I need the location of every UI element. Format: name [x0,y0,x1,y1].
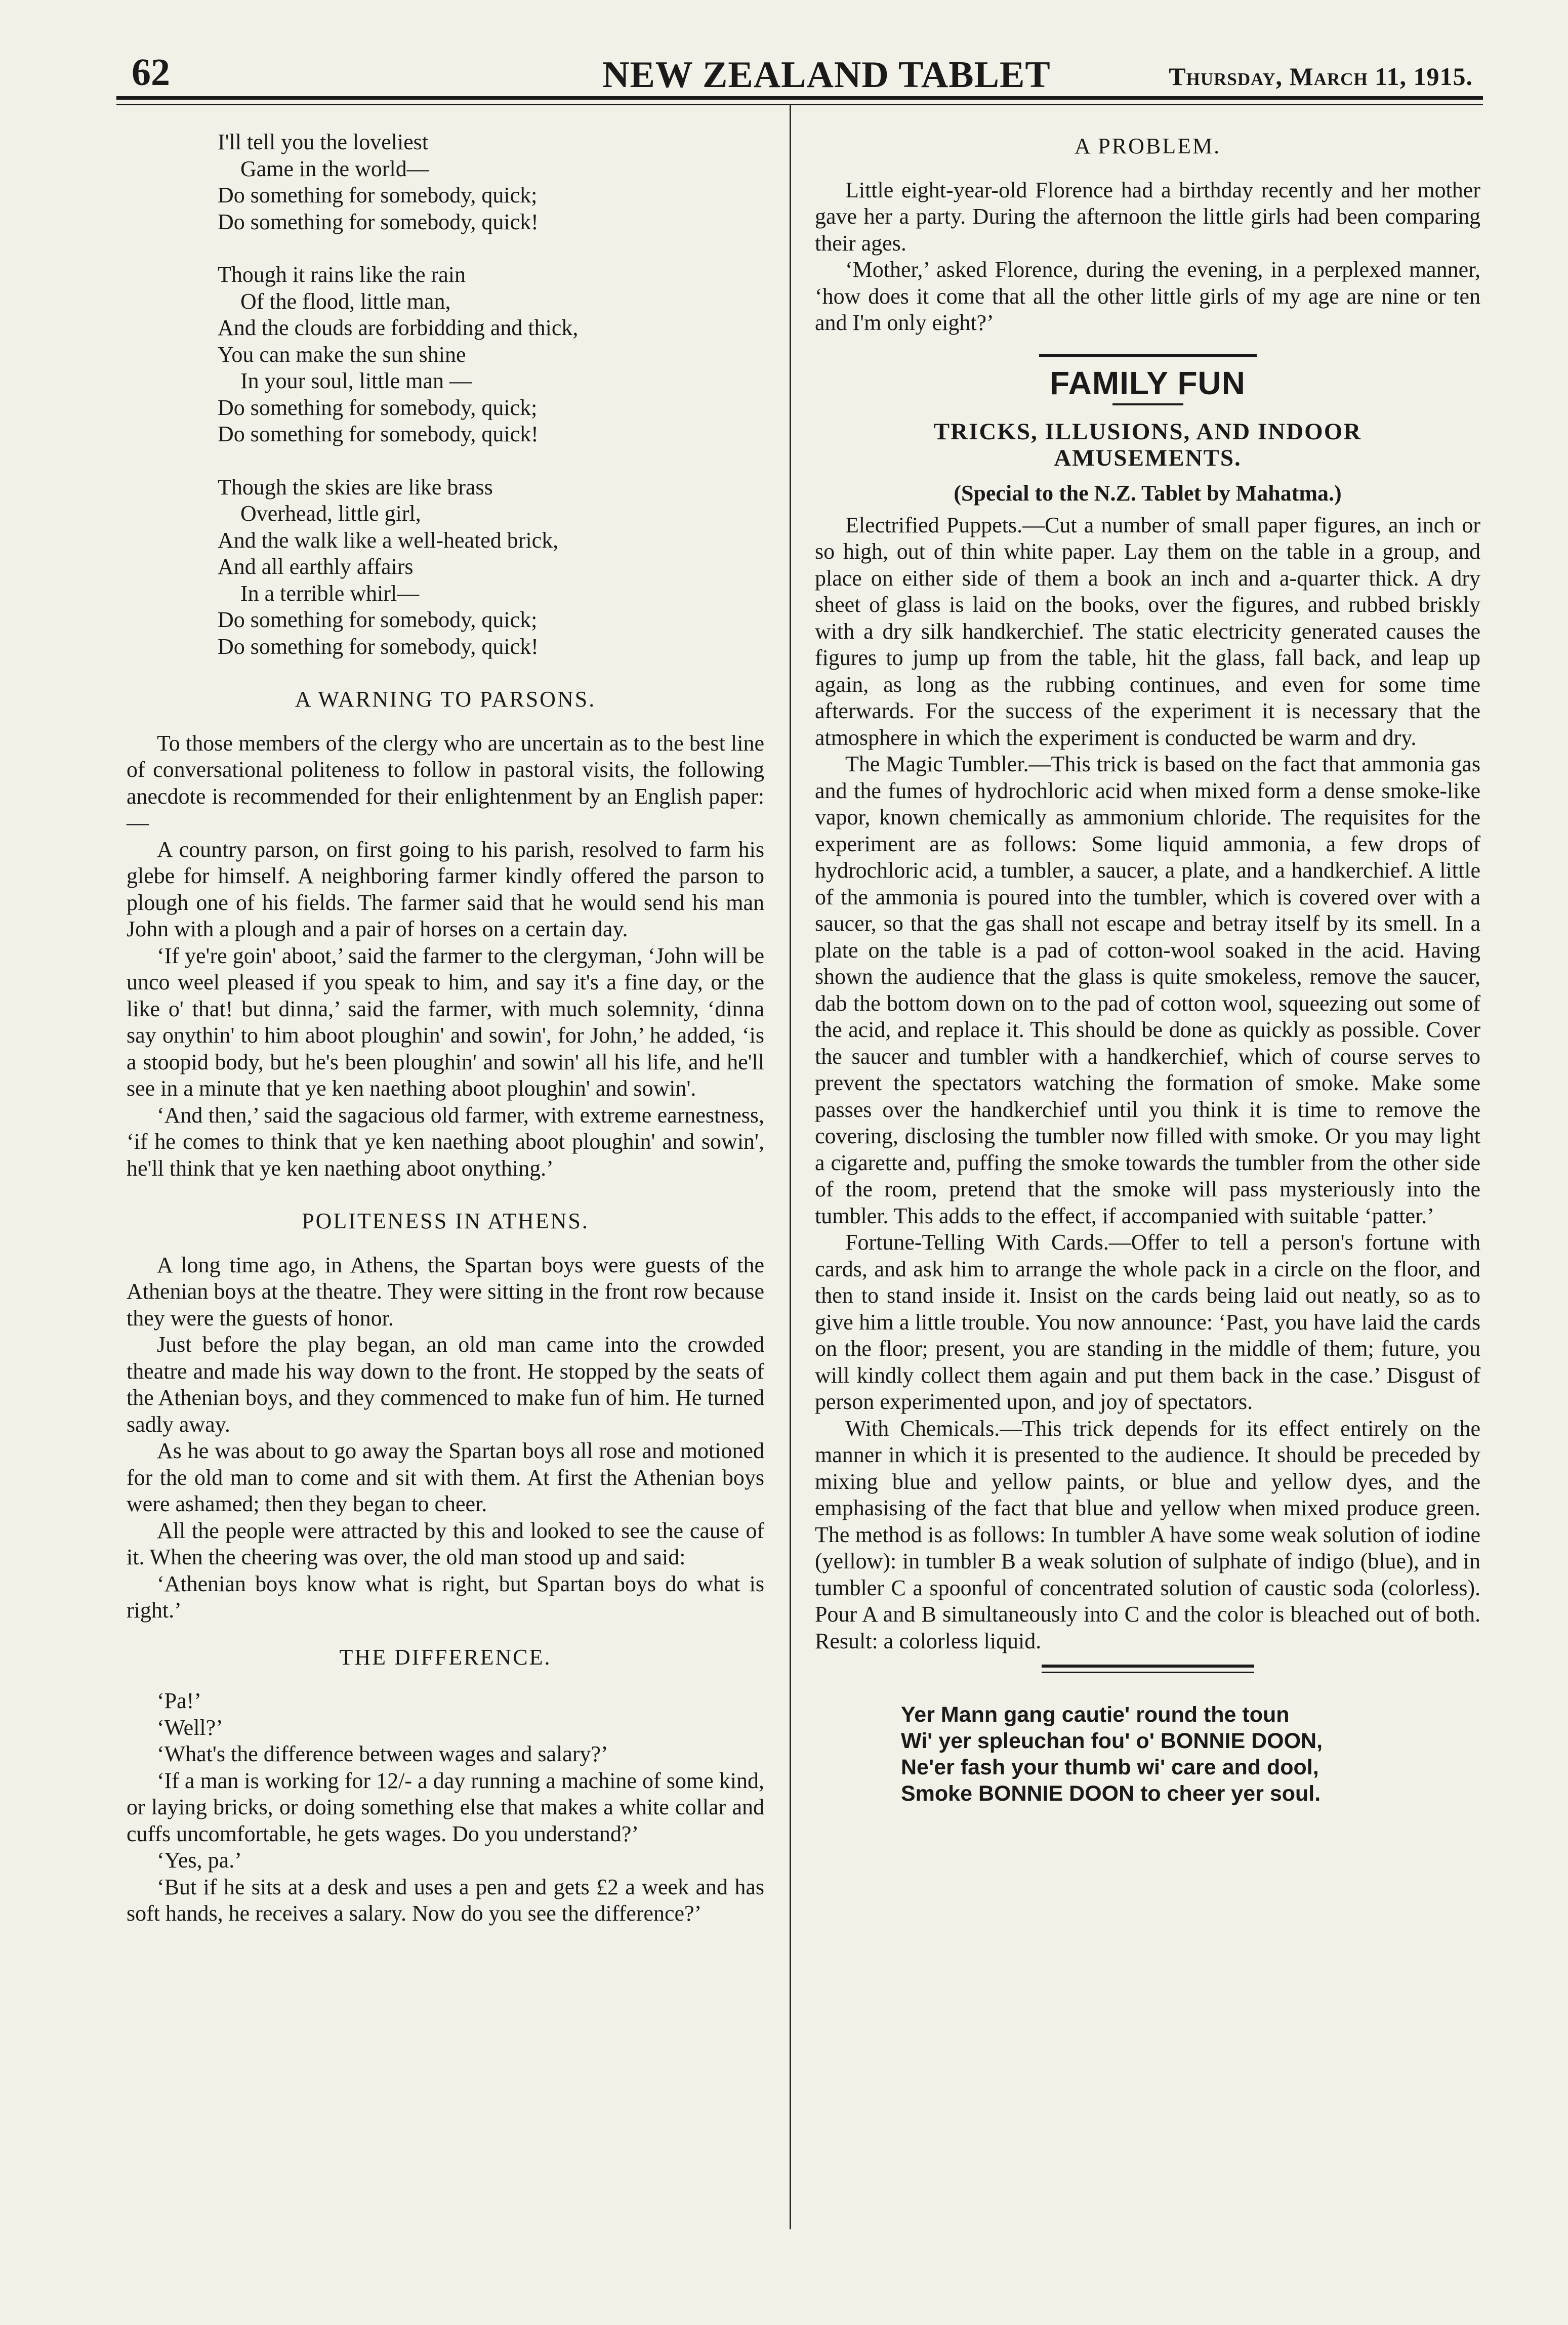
poem-line: And all earthly affairs [218,554,414,579]
article-paragraph: ‘But if he sits at a desk and uses a pen and gets £2 a week and has soft hands, he receives a salary. Now do you see the difference?’ [127,1874,764,1926]
article-paragraph: ‘Mother,’ asked Florence, during the evening, in a perplexed manner, ‘how does it come that all the other little girls of my age are nine or ten and I'm only eight?’ [815,257,1480,335]
warning-heading: A WARNING TO PARSONS. [295,687,596,712]
poem-stanza [218,129,764,235]
advert-rule-thin [1042,1672,1254,1673]
article-paragraph: ‘If a man is working for 12/- a day running a machine of some kind, or laying bricks, or doing something else that makes a white collar and cuffs uncomfortable, he gets wages. Do you understand?’ [127,1768,764,1846]
article-paragraph: ‘Athenian boys know what is right, but Spartan boys do what is right.’ [127,1571,764,1623]
advert-line: Ne'er fash your thumb wi' care and dool, [901,1755,1319,1779]
article-paragraph: ‘Yes, pa.’ [157,1848,242,1873]
article-paragraph: Electrified Puppets.—Cut a number of small paper figures, an inch or so high, out of thin white paper. Lay them on the table in a group, and place on either side of them a book an inch and a-quarter thick. A dry sheet of glass is laid on the books, over the figures, and rubbed briskly with a dry silk handkerchief. The static electricity generated causes the figures to jump up from the table, hit the glass, fall back, and leap up again, as long as the rubbing continues, and even for some time afterwards. For the success of the experiment it is necessary that the atmosphere in which the experiment is conducted be warm and dry. [815,512,1480,750]
right-column [815,129,1480,1807]
article-paragraph: To those members of the clergy who are uncertain as to the best line of conversational politeness to follow in pastoral visits, the following anecdote is recommended for their enlightenment by an English paper:— [127,730,764,835]
subtitle-line: AMUSEMENTS. [1054,445,1242,471]
advert-line: Smoke BONNIE DOON to cheer yer soul. [901,1781,1321,1806]
poem-line: In a terrible whirl— [240,580,420,606]
poem-line: Overhead, little girl, [240,501,421,526]
issue-date: Thursday, March 11, 1915. [1169,62,1473,91]
article-paragraph: ‘What's the difference between wages and salary?’ [157,1741,608,1766]
advert-line: Wi' yer spleuchan fou' o' BONNIE DOON, [901,1729,1323,1753]
difference-heading: THE DIFFERENCE. [339,1644,552,1670]
poem-line: Do something for somebody, quick; [218,395,538,420]
header-rule-thin [116,104,1483,105]
politeness-heading: POLITENESS IN ATHENS. [302,1209,589,1233]
problem-heading: A PROBLEM. [1074,134,1221,158]
poem-line: Do something for somebody, quick; [218,607,538,632]
poem-line: Though it rains like the rain [218,262,466,287]
poem-line: And the walk like a well-heated brick, [218,527,559,553]
poem-line: Do something for somebody, quick! [218,634,539,659]
header-rule [116,96,1483,100]
advert-line: Yer Mann gang cautie' round the toun [901,1703,1290,1727]
bonnie-doon-advertisement [901,1701,1480,1807]
article-paragraph: The Magic Tumbler.—This trick is based on the fact that ammonia gas and the fumes of hydrochloric acid when mixed form a dense smoke-like vapor, known chemically as ammonium chloride. The requisites for the experiment are as follows: Some liquid ammonia, a few drops of hydrochloric acid, a tumbler, a saucer, a plate, and a handkerchief. A little of the ammonia is poured into the tumbler, which is covered over with a saucer, so that the gas shall not escape and betray itself by its smell. In a plate on the table is a pad of cotton-wool soaked in the acid. Having shown the audience that the glass is quite smokeless, remove the saucer, dab the bottom down on to the pad of cotton wool, squeezing out some of the acid, and replace it. This should be done as quickly as possible. Cover the saucer and tumbler with a handkerchief, which of course serves to prevent the spectators watching the formation of smoke. Make some passes over the handkerchief until you think it is time to remove the covering, disclosing the tumbler now filled with smoke. Or you may light a cigarette and, puffing the smoke towards the tumbler from the other side of the room, pretend that the smoke will pass mysteriously into the tumbler. This adds to the effect, if accompanied with suitable ‘patter.’ [815,752,1480,1228]
title-underline [1112,403,1183,405]
article-paragraph: Little eight-year-old Florence had a birthday recently and her mother gave her a party. During the afternoon the little girls had been comparing their ages. [815,177,1480,256]
article-paragraph: Fortune-Telling With Cards.—Offer to tell a person's fortune with cards, and ask him to arrange the whole pack in a circle on the floor, and then to stand inside it. Insist on the cards being laid out neatly, so as to give him a little trouble. You now announce: ‘Past, you have laid the cards on the floor; present, you are standing in the middle of them; future, you will kindly collect them again and put them back in the case.’ Disgust of person experimented upon, and joy of spectators. [815,1230,1480,1414]
poem-line: I'll tell you the loveliest [218,130,429,154]
poem-line: You can make the sun shine [218,342,466,367]
article-paragraph: ‘And then,’ said the sagacious old farmer, with extreme earnestness, ‘if he comes to think that ye ken naething aboot ploughin' and sowin', he'll think that ye ken naething aboot onything.’ [127,1102,764,1181]
poem-line: In your soul, little man — [240,368,472,393]
poem-line: Do something for somebody, quick! [218,422,539,446]
article-paragraph: ‘Pa!’ [157,1688,201,1713]
page-header [116,51,1483,101]
article-paragraph: ‘If ye're goin' aboot,’ said the farmer to the clergyman, ‘John will be unco weel pleased if you speak to him, and say it's a fine day, or the like o' that! but dinna,’ said the farmer, with much solemnity, ‘dinna say onythin' to him aboot ploughin' and sowin', for John,’ he added, ‘is a stoopid body, but he's been ploughin' and sowin' all his life, and he'll see in a minute that ye ken naething aboot ploughin' and sowin'. [127,943,764,1101]
poem-line: Do something for somebody, quick; [218,183,538,207]
page-number: 62 [132,51,170,94]
column-divider [790,104,791,2229]
poem-stanza [218,474,764,660]
advert-rule [1042,1665,1254,1668]
poem-line: And the clouds are forbidding and thick, [218,315,579,340]
article-paragraph: All the people were attracted by this and looked to see the cause of it. When the cheering was over, the old man stood up and said: [127,1518,764,1569]
family-fun-subtitle [815,419,1480,471]
article-paragraph: As he was about to go away the Spartan boys all rose and motioned for the old man to come and sit with them. At first the Athenian boys were ashamed; then they began to cheer. [127,1438,764,1516]
left-column [127,129,764,1927]
poem-line: Do something for somebody, quick! [218,209,539,234]
article-paragraph: ‘Well?’ [157,1715,223,1740]
poem-line: Game in the world— [240,156,429,181]
poem-line: Of the flood, little man, [240,288,451,314]
article-paragraph: A long time ago, in Athens, the Spartan boys were guests of the Athenian boys at the theatre. They were sitting in the front row because they were the guests of honor. [127,1252,764,1331]
section-rule [1039,354,1257,357]
article-paragraph: With Chemicals.—This trick depends for its effect entirely on the manner in which it is presented to the audience. It should be preceded by mixing blue and yellow paints, or blue and yellow dyes, and the emphasising of the fact that blue and yellow when mixed produce green. The method is as follows: In tumbler A have some weak solution of iodine (yellow): in tumbler B a weak solution of sulphate of indigo (blue), and in tumbler C a spoonful of concentrated solution of caustic soda (colorless). Pour A and B simultaneously into C and the color is bleached out of both. Result: a colorless liquid. [815,1416,1480,1653]
poem-stanza [218,262,764,448]
article-paragraph: A country parson, on first going to his parish, resolved to farm his glebe for himself. A neighboring farmer kindly offered the parson to plough one of his fields. The farmer said that he would send his man John with a plough and a pair of horses on a certain day. [127,837,764,941]
poem-line: Though the skies are like brass [218,474,493,500]
family-fun-title: FAMILY FUN [1050,364,1246,401]
masthead-title: NEW ZEALAND TABLET [602,54,1051,96]
byline: (Special to the N.Z. Tablet by Mahatma.) [954,481,1342,506]
article-paragraph: Just before the play began, an old man came into the crowded theatre and made his way down to the front. He stopped by the seats of the Athenian boys, and they commenced to make fun of him. He turned sadly away. [127,1332,764,1437]
subtitle-line: TRICKS, ILLUSIONS, AND INDOOR [933,419,1362,445]
